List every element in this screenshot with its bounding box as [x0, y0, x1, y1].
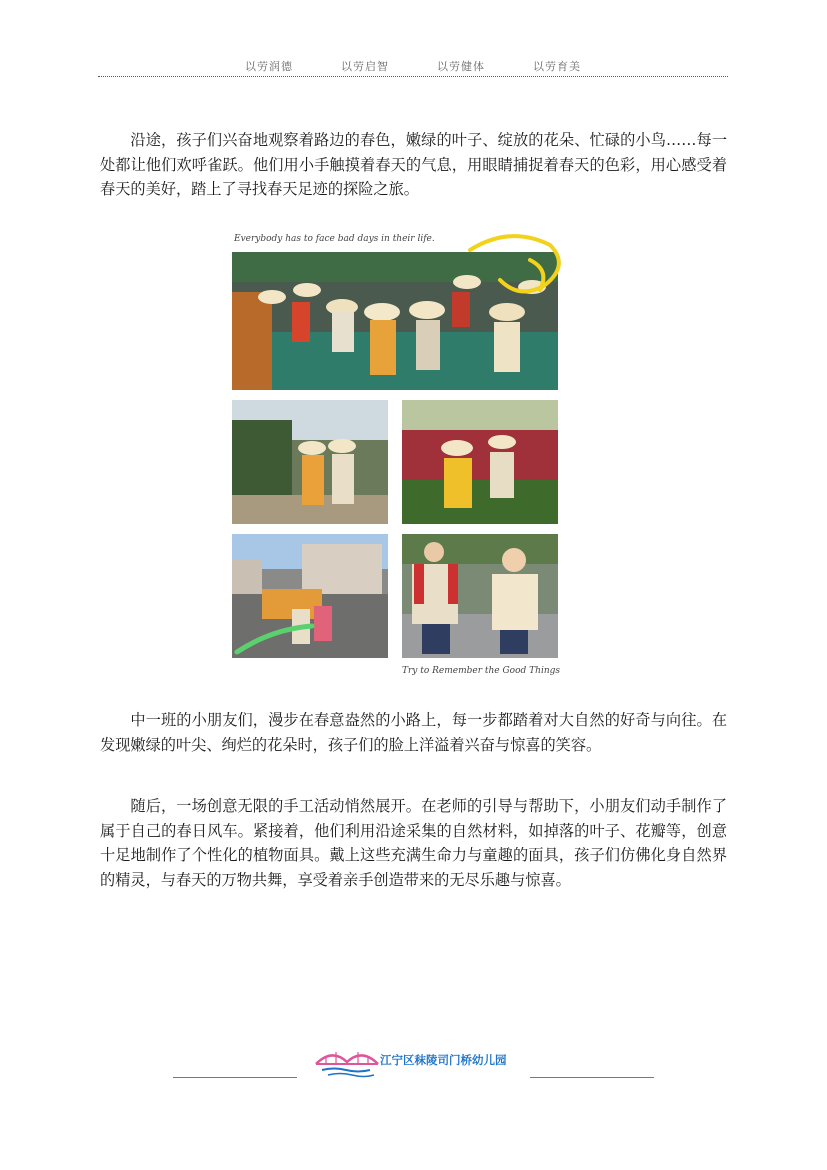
paragraph-craft: 随后，一场创意无限的手工活动悄然展开。在老师的引导与帮助下，小朋友们动手制作了属于自己的春日风车。紧接着，他们利用沿途采集的自然材料，如掉落的叶子、花瓣等，创意十足地制作了个性化的植物面具。戴上这些充满生命力与童趣的面具，孩子们仿佛化身自然界的精灵，与春天的万物共舞，享受着亲手创造带来的无尽乐趣与惊喜。 — [100, 797, 727, 889]
kindergarten-logo — [314, 1046, 518, 1080]
header-item-1: 以劳润德 — [245, 60, 293, 73]
header-item-2: 以劳启智 — [341, 60, 389, 73]
paragraph-walk: 中一班的小朋友们，漫步在春意盎然的小路上，每一步都踏着对大自然的好奇与向往。在发现嫩绿的叶尖、绚烂的花朵时，孩子们的脸上洋溢着兴奋与惊喜的笑容。 — [100, 711, 727, 754]
photo-children-hedge — [402, 400, 558, 524]
collage-caption-top: Everybody has to face bad days in their life. — [234, 234, 435, 244]
collage-caption-bottom: Try to Remember the Good Things — [402, 666, 560, 676]
bridge-logo-icon — [314, 1046, 380, 1080]
paragraph-intro: 沿途，孩子们兴奋地观察着路边的春色，嫩绿的叶子、绽放的花朵、忙碌的小鸟……每一处都让他们欢呼雀跃。他们用小手触摸着春天的气息，用眼睛捕捉着春天的色彩，用心感受着春天的美好，踏上了寻找春天足迹的探险之旅。 — [100, 131, 727, 198]
photo-children-walking — [232, 534, 388, 658]
photo-two-children — [402, 534, 558, 658]
page-header — [98, 58, 728, 77]
footer-rule-right — [530, 1077, 654, 1078]
header-item-4: 以劳育美 — [533, 60, 581, 73]
footer-rule-left — [173, 1077, 297, 1078]
photo-children-fence — [232, 400, 388, 524]
yellow-scribble-decoration — [460, 230, 570, 310]
header-item-3: 以劳健体 — [437, 60, 485, 73]
kindergarten-name: 江宁区秣陵司门桥幼儿园 — [380, 1053, 507, 1067]
photo-collage — [230, 230, 562, 680]
